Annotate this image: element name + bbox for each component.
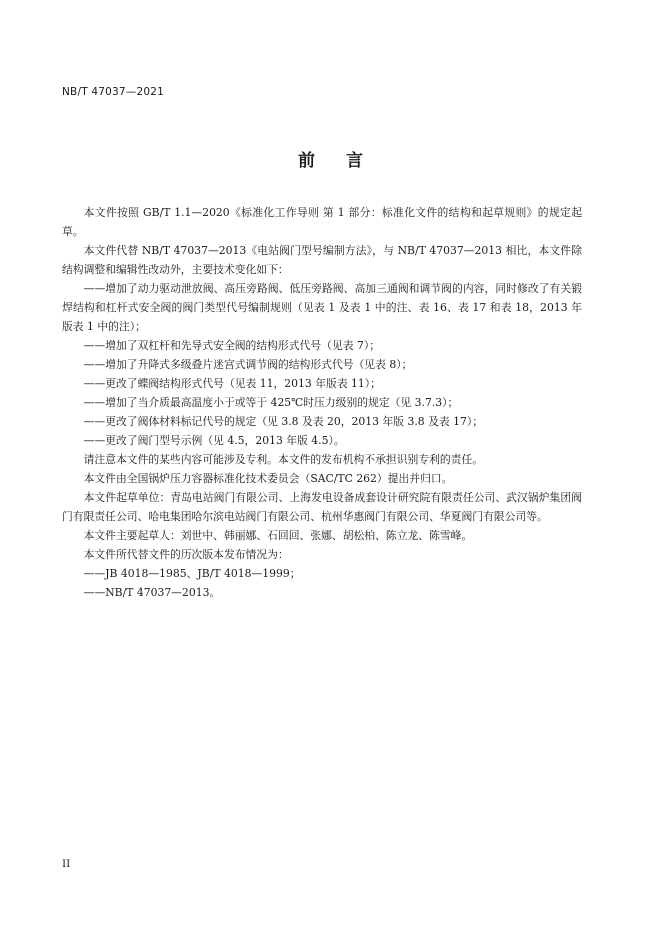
change-item: ——增加了动力驱动泄放阀、高压旁路阀、低压旁路阀、高加三通阀和调节阀的内容，同时修改了有关锻焊结构和杠杆式安全阀的阀门类型代号编制规则（见表 1 及表 1 中的注、表 16、表 17 和表 18，2013 年版表 1 中的注）； [62,282,582,333]
paragraph-replacement: 本文件代替 NB/T 47037—2013《电站阀门型号编制方法》，与 NB/T 47037—2013 相比，本文件除结构调整和编辑性改动外，主要技术变化如下： [62,244,582,276]
change-item: ——更改了阀门型号示例（见 4.5，2013 年版 4.5）。 [83,434,345,447]
paragraph-proposer: 本文件由全国锅炉压力容器标准化技术委员会（SAC/TC 262）提出并归口。 [83,472,453,485]
title-char-1: 前 [298,151,316,171]
change-item: ——增加了升降式多级叠片迷宫式调节阀的结构形式代号（见表 8）； [83,358,413,371]
history-item: ——JB 4018—1985、JB/T 4018—1999； [83,567,301,580]
paragraph-drafting-units: 本文件起草单位：青岛电站阀门有限公司、上海发电设备成套设计研究院有限责任公司、武汉锅炉集团阀门有限责任公司、哈电集团哈尔滨电站阀门有限公司、杭州华惠阀门有限公司、华夏阀门有限公司等。 [62,491,582,523]
page-number: II [62,858,71,870]
title-char-2: 言 [346,151,364,171]
paragraph-drafting-rules: 本文件按照 GB/T 1.1—2020《标准化工作导则 第 1 部分：标准化文件的结构和起草规则》的规定起草。 [62,206,582,238]
change-item: ——更改了阀体材料标记代号的规定（见 3.8 及表 20，2013 年版 3.8 及表 17）； [83,415,484,428]
history-item: ——NB/T 47037—2013。 [83,586,221,599]
paragraph-history-intro: 本文件所代替文件的历次版本发布情况为： [83,548,289,561]
page-title [0,146,662,171]
change-item: ——增加了双杠杆和先导式安全阀的结构形式代号（见表 7）； [83,339,381,352]
change-item: ——更改了蝶阀结构形式代号（见表 11，2013 年版表 11）； [83,377,381,390]
document-code: NB/T 47037—2021 [62,86,164,98]
change-item: ——增加了当介质最高温度小于或等于 425℃时压力级别的规定（见 3.7.3）； [83,396,459,409]
paragraph-drafters: 本文件主要起草人：刘世中、韩丽娜、石回回、张娜、胡松柏、陈立龙、陈雪峰。 [83,529,473,542]
paragraph-patent-notice: 请注意本文件的某些内容可能涉及专利。本文件的发布机构不承担识别专利的责任。 [83,453,484,466]
document-body [62,203,582,602]
